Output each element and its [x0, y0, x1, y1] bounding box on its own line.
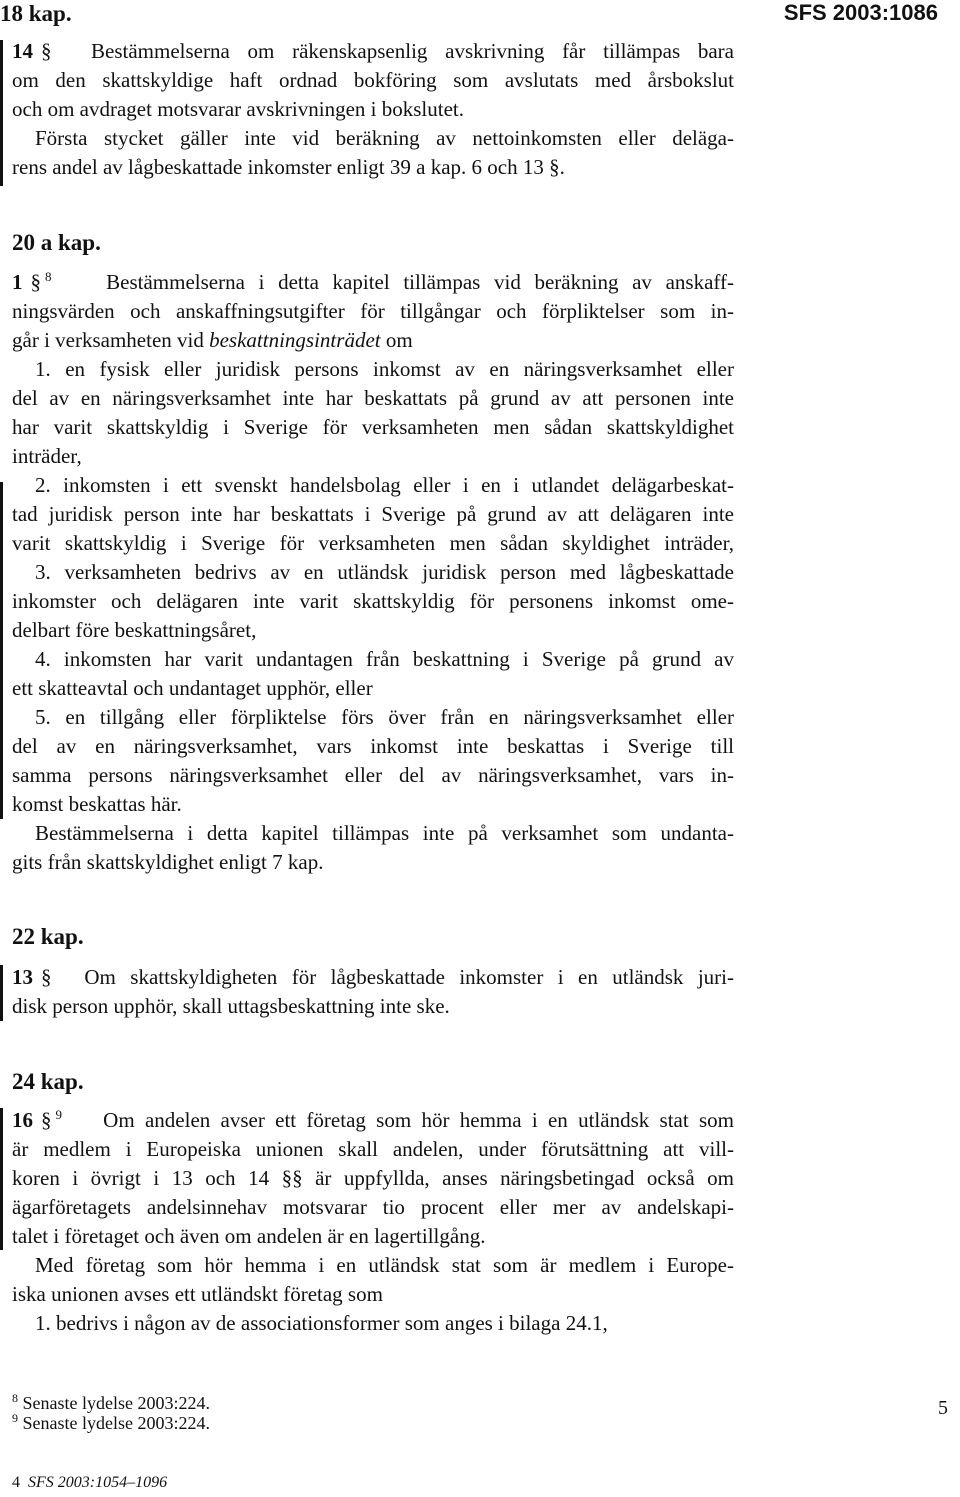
list-item: 1. en fysisk eller juridisk persons inkomst av en näringsverksamhet eller — [35, 357, 734, 381]
text-line: har varit skattskyldig i Sverige för verksamheten men sådan skattskyldighet — [12, 415, 734, 439]
running-footer: 4 SFS 2003:1054–1096 — [12, 1474, 168, 1491]
text-line: Bestämmelserna i detta kapitel tillämpas inte på verksamhet som undanta- — [35, 821, 734, 845]
section-number: 1 — [12, 270, 23, 294]
margin-bar — [0, 1108, 3, 1250]
text-line: delbart före beskattningsåret, — [12, 618, 257, 642]
section-14 — [12, 37, 734, 182]
section-sign: § — [41, 39, 52, 63]
footnote-ref: 8 — [45, 269, 52, 284]
section-sign: § — [30, 270, 41, 294]
list-item: 3. verksamheten bedrivs av en utländsk juridisk person med lågbeskattade — [35, 560, 734, 584]
text-line: komst beskattas här. — [12, 792, 182, 816]
text-line: ägarföretagets andelsinnehav motsvarar tio procent eller mer av andelskapi- — [12, 1195, 734, 1219]
text-line: del av en näringsverksamhet, vars inkomst inte beskattas i Sverige till — [12, 734, 734, 758]
text-line: del av en näringsverksamhet inte har beskattats på grund av att personen inte — [12, 386, 734, 410]
text-line: disk person upphör, skall uttagsbeskattning inte ske. — [12, 994, 450, 1018]
list-item: 4. inkomsten har varit undantagen från beskattning i Sverige på grund av — [35, 647, 734, 671]
section-sign: § — [41, 965, 52, 989]
text-line: 1 § $^8$ Bestämmelserna i detta kapitel tillämpas vid beräkning av anskaff- — [12, 268, 734, 297]
section-sign: § — [41, 1108, 52, 1132]
text-line: 13 § Om skattskyldigheten för lågbeskattade inkomster i en utländsk juri- — [12, 963, 734, 992]
section-13 — [12, 963, 734, 1021]
chapter-heading-20a: 20 a kap. — [12, 230, 101, 255]
text-line: Första stycket gäller inte vid beräkning av nettoinkomsten eller deläga- — [35, 126, 734, 150]
page-number: 5 — [938, 1397, 948, 1419]
text-line: talet i företaget och även om andelen är en lagertillgång. — [12, 1224, 486, 1248]
text-line: Med företag som hör hemma i en utländsk stat som är medlem i Europe- — [35, 1253, 734, 1277]
section-number: 13 — [12, 965, 33, 989]
list-item: 5. en tillgång eller förpliktelse förs över från en näringsverksamhet eller — [35, 705, 734, 729]
text-line: 14 § Bestämmelserna om räkenskapsenlig avskrivning får tillämpas bara — [12, 37, 734, 66]
text-line: ningsvärden och anskaffningsutgifter för tillgångar och förpliktelser som in- — [12, 299, 734, 323]
section-16 — [12, 1106, 734, 1338]
text-line: samma persons näringsverksamhet eller del av näringsverksamhet, vars in- — [12, 763, 734, 787]
chapter-heading-24: 24 kap. — [12, 1069, 84, 1094]
text-line: och om avdraget motsvarar avskrivningen i bokslutet. — [12, 97, 464, 121]
sfs-reference: SFS 2003:1086 — [783, 0, 938, 25]
list-item: 1. bedrivs i någon av de associationsformer som anges i bilaga 24.1, — [35, 1311, 608, 1335]
chapter-heading-18: 18 kap. — [0, 1, 72, 26]
footnote-ref: 9 — [55, 1107, 62, 1122]
section-1 — [12, 268, 734, 877]
footnote: $^9$ Senaste lydelse 2003:224. — [12, 1411, 210, 1433]
text-line: varit skattskyldig i Sverige för verksamheten men sådan skyldighet inträder, — [12, 531, 734, 555]
text-line: tad juridisk person inte har beskattats i Sverige på grund av att delägaren inte — [12, 502, 734, 526]
text-line: om den skattskyldige haft ordnad bokföring som avslutats med årsbokslut — [12, 68, 734, 92]
text-line: inkomster och delägaren inte varit skattskyldig för personens inkomst ome- — [12, 589, 734, 613]
footnote: $^8$ Senaste lydelse 2003:224. — [12, 1391, 210, 1413]
chapter-heading-22: 22 kap. — [12, 924, 84, 949]
text-line: ett skatteavtal och undantaget upphör, eller — [12, 676, 373, 700]
section-number: 14 — [12, 39, 33, 63]
section-number: 16 — [12, 1108, 33, 1132]
text-line: rens andel av lågbeskattade inkomster enligt 39 a kap. 6 och 13 §. — [12, 155, 565, 179]
text-line: koren i övrigt i 13 och 14 §§ är uppfyllda, anses näringsbetingad också om — [12, 1166, 734, 1190]
text-line: är medlem i Europeiska unionen skall andelen, under förutsättning att vill- — [12, 1137, 734, 1161]
margin-bar — [0, 482, 3, 819]
margin-bar — [0, 40, 3, 186]
list-item: 2. inkomsten i ett svenskt handelsbolag eller i en i utlandet delägarbeskat- — [35, 473, 734, 497]
text-line: inträder, — [12, 444, 82, 468]
margin-bar — [0, 965, 3, 1021]
text-line: iska unionen avses ett utländskt företag som — [12, 1282, 383, 1306]
text-line: 16 § $^9$ Om andelen avser ett företag som hör hemma i en utländsk stat som — [12, 1106, 734, 1135]
text-line: går i verksamheten vid beskattningsinträdet om — [12, 328, 413, 352]
text-line: gits från skattskyldighet enligt 7 kap. — [12, 850, 324, 874]
